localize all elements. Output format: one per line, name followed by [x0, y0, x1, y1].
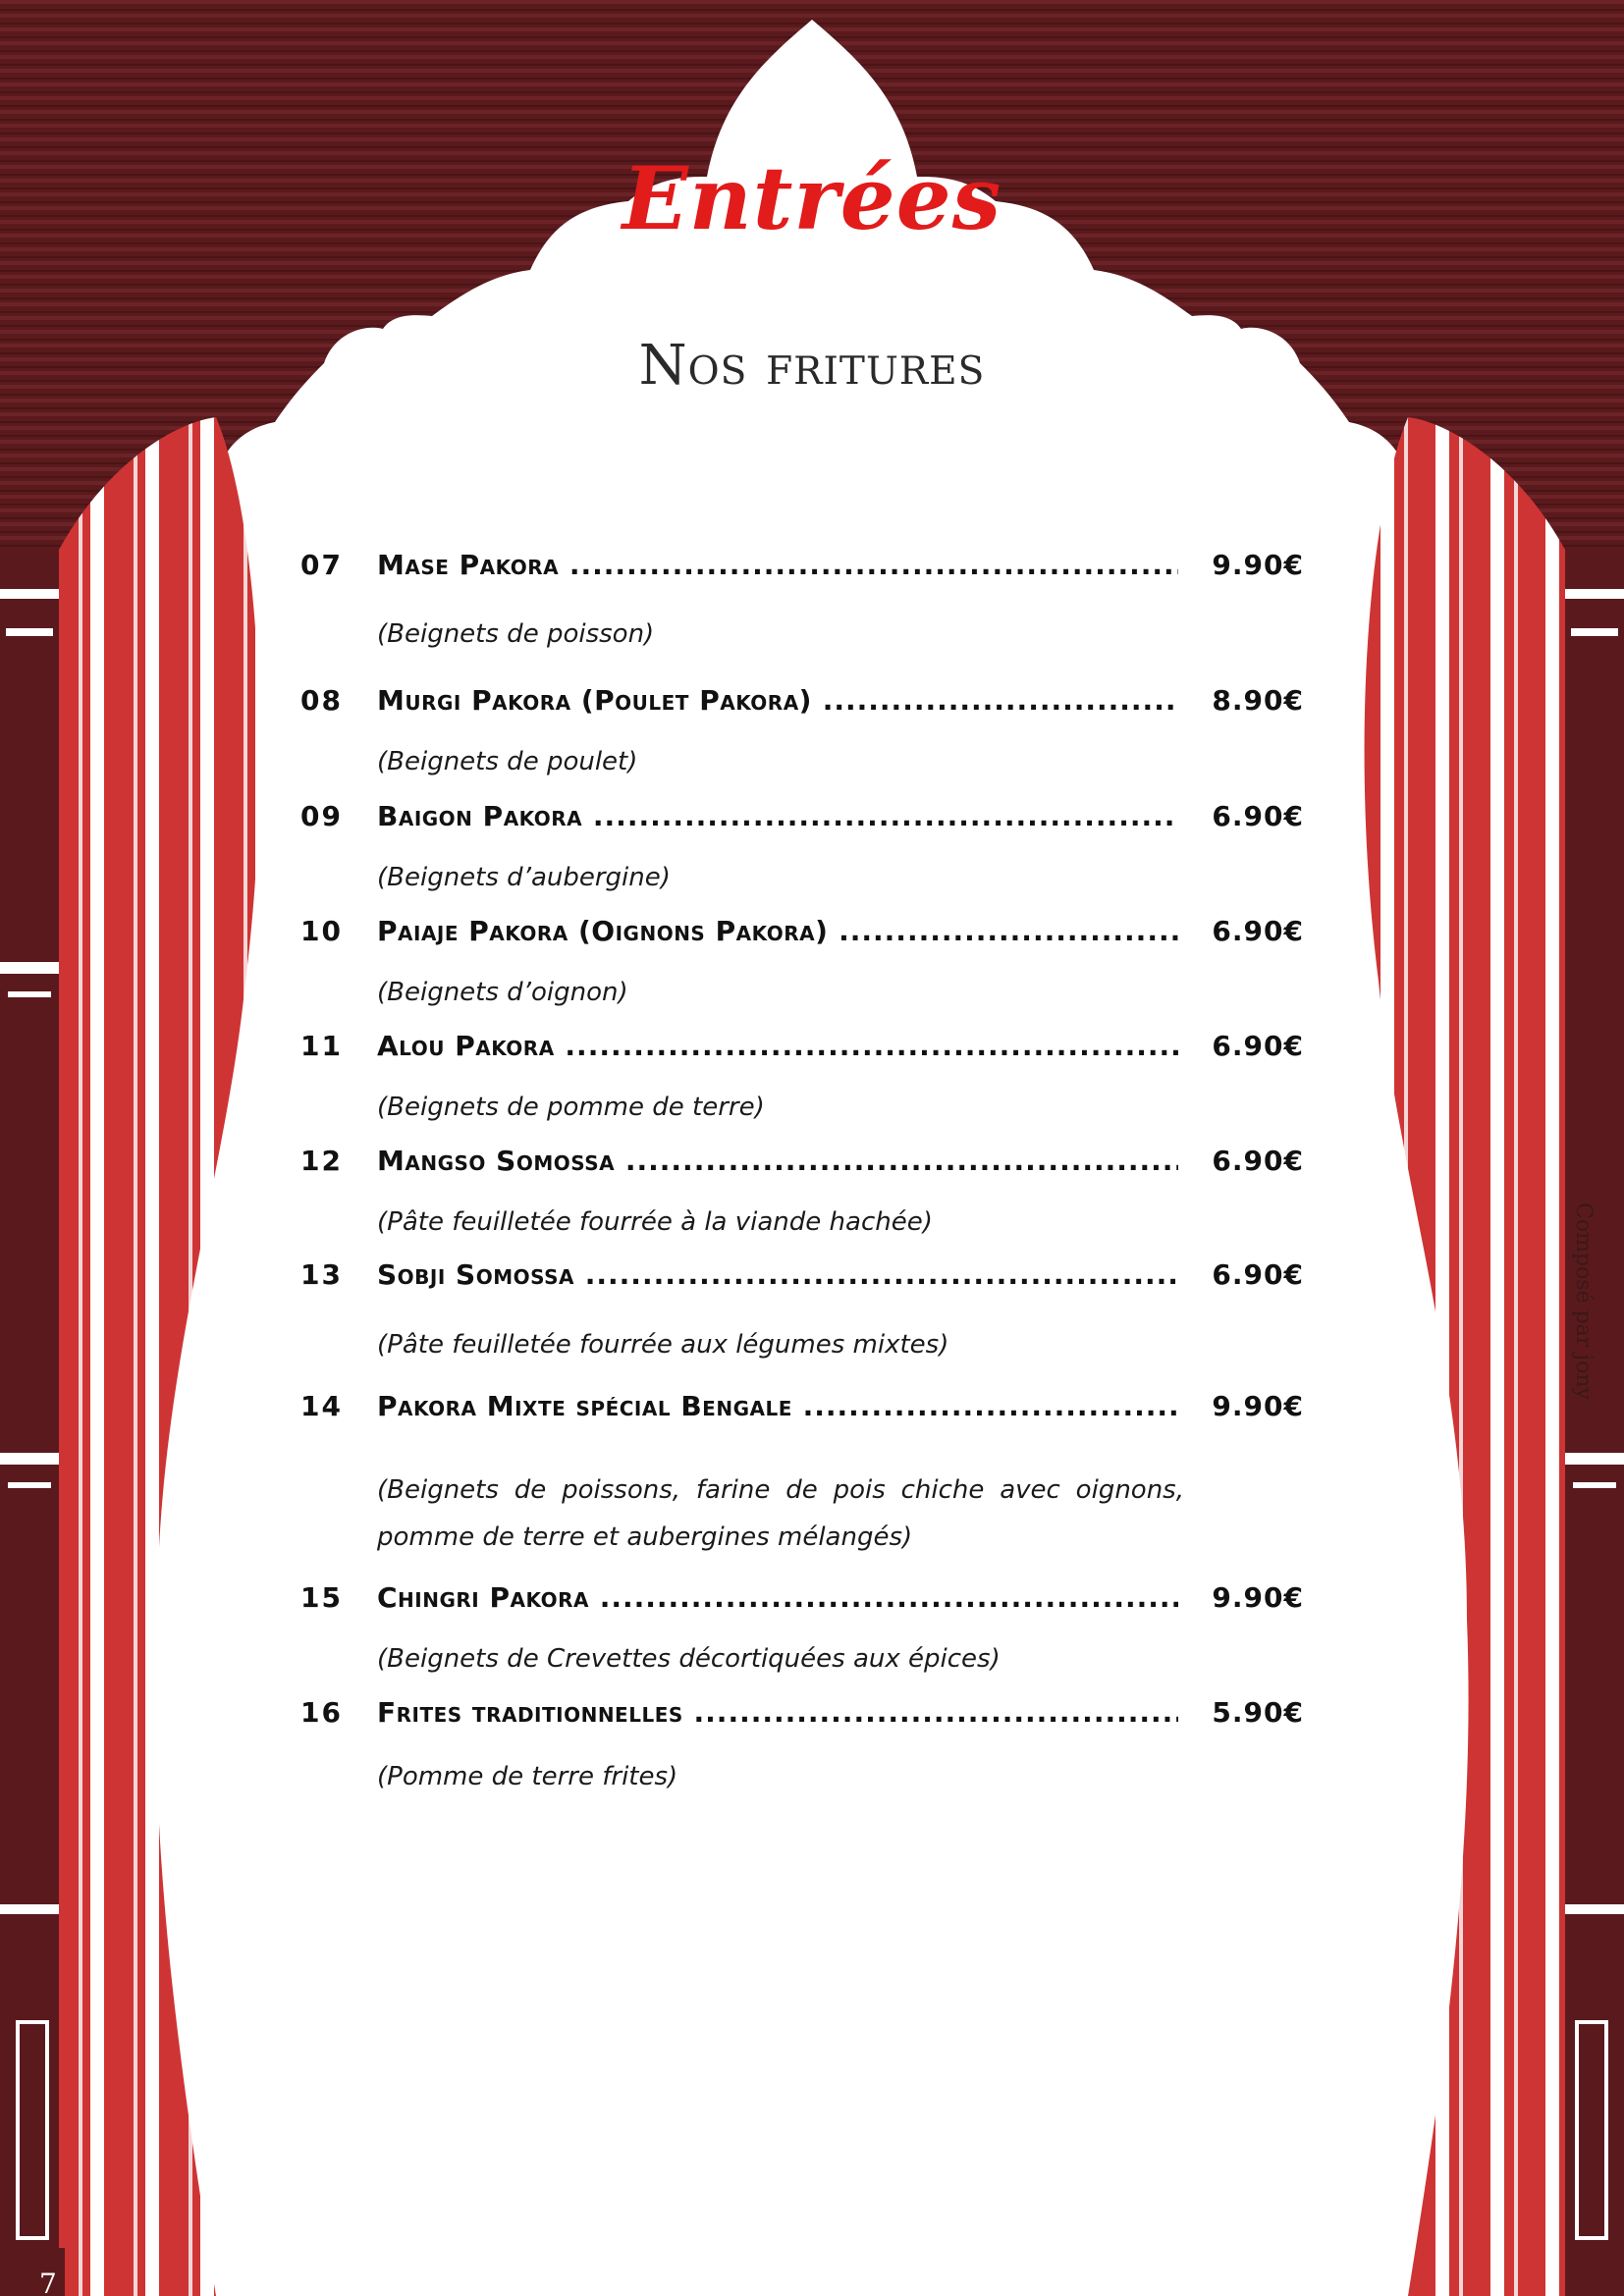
menu-item — [295, 1387, 1316, 1426]
item-number: 14 — [300, 1390, 343, 1422]
item-name: Alou Pakora ..... — [377, 1027, 1178, 1066]
item-name: Mase Pakora ..... — [377, 546, 1178, 585]
menu-item — [295, 546, 1316, 585]
item-description: (Beignets de poissons, farine de pois chiche avec oignons, pomme de terre et aubergines mélangés) — [377, 1475, 1184, 1552]
item-price: 6.90€ — [1212, 1145, 1304, 1177]
item-number: 07 — [300, 549, 343, 581]
item-description: (Beignets de pomme de terre) — [377, 1093, 765, 1122]
item-number: 12 — [300, 1145, 343, 1177]
item-price: 8.90€ — [1212, 684, 1304, 717]
item-description: (Beignets de poulet) — [377, 747, 638, 776]
item-number: 15 — [300, 1581, 343, 1614]
item-name: Baigon Pakora ..... — [377, 797, 1178, 836]
item-price: 9.90€ — [1212, 1390, 1304, 1422]
arch-frame — [0, 0, 1624, 550]
item-number: 08 — [300, 684, 343, 717]
item-description: (Beignets d’aubergine) — [377, 863, 671, 892]
item-description: (Pomme de terre frites) — [377, 1762, 678, 1791]
item-name: Murgi Pakora (Poulet Pakora) ..... — [377, 681, 1178, 721]
menu-item — [295, 1693, 1316, 1733]
item-number: 11 — [300, 1030, 343, 1062]
menu-item — [295, 912, 1316, 951]
item-price: 9.90€ — [1212, 1581, 1304, 1614]
credit-text: Composé par jony — [1571, 1202, 1596, 1400]
right-curtain — [1365, 417, 1565, 2296]
item-name: Frites traditionnelles ..... — [377, 1693, 1178, 1733]
menu-item — [295, 1578, 1316, 1618]
item-price: 6.90€ — [1212, 1258, 1304, 1291]
item-price: 5.90€ — [1212, 1696, 1304, 1729]
menu-item — [295, 1027, 1316, 1066]
menu-item — [295, 1255, 1316, 1295]
left-column — [0, 550, 59, 2296]
item-name: Sobji Somossa ..... — [377, 1255, 1178, 1295]
left-curtain — [59, 417, 259, 2296]
item-price: 9.90€ — [1212, 549, 1304, 581]
item-name: Mangso Somossa ..... — [377, 1142, 1178, 1181]
item-name: Paiaje Pakora (Oignons Pakora) ..... — [377, 912, 1178, 951]
page-number: 7 — [39, 2268, 57, 2296]
item-description: (Beignets de poisson) — [377, 619, 655, 649]
menu-item — [295, 1142, 1316, 1181]
item-number: 16 — [300, 1696, 343, 1729]
menu-item — [295, 681, 1316, 721]
item-number: 10 — [300, 915, 343, 947]
item-description: (Pâte feuilletée fourrée à la viande hachée) — [377, 1207, 933, 1237]
item-number: 09 — [300, 800, 343, 832]
section-subtitle: Nos fritures — [638, 334, 986, 398]
page-title: Entrées — [622, 147, 1002, 249]
item-price: 6.90€ — [1212, 1030, 1304, 1062]
item-number: 13 — [300, 1258, 343, 1291]
item-description: (Beignets d’oignon) — [377, 978, 628, 1007]
item-description: (Pâte feuilletée fourrée aux légumes mixtes) — [377, 1330, 949, 1360]
item-description: (Beignets de Crevettes décortiquées aux épices) — [377, 1644, 1001, 1674]
menu-item — [295, 797, 1316, 836]
item-price: 6.90€ — [1212, 915, 1304, 947]
item-price: 6.90€ — [1212, 800, 1304, 832]
item-name: Chingri Pakora ..... — [377, 1578, 1178, 1618]
item-name: Pakora Mixte spécial Bengale ..... — [377, 1387, 1178, 1426]
